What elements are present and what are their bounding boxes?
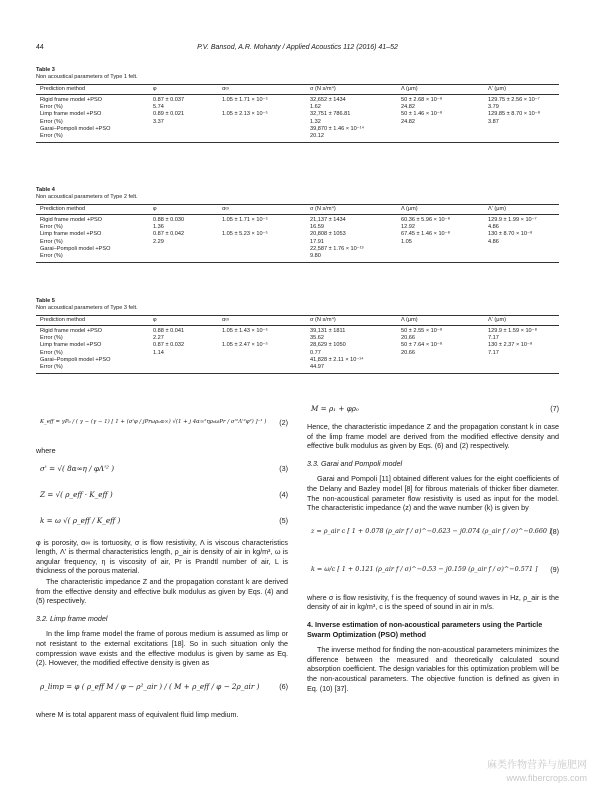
table-cell: 39,131 ± 1811 xyxy=(310,328,346,334)
equation-7 xyxy=(307,404,559,418)
table-cell: 17.91 xyxy=(310,238,324,245)
table-cell: 5.74 xyxy=(153,104,164,111)
equation-number: (7) xyxy=(550,404,559,413)
col-header-thermal-length: Λ' (μm) xyxy=(488,206,506,212)
table-row xyxy=(36,357,559,364)
table-cell: 44.97 xyxy=(310,363,324,370)
paragraph-impedance: The characteristic impedance Z and the propagation constant k are derived from the effective density and effective bulk modulus as given by Eqs. (4) and (5) respectively. xyxy=(36,576,288,606)
table-row xyxy=(36,253,559,260)
table-cell: 39,870 ± 1.46 × 10⁻¹⁴ xyxy=(310,125,364,132)
table-cell: 9.80 xyxy=(310,252,321,259)
table-cell: 1.05 ± 2.47 × 10⁻⁵ xyxy=(222,342,268,349)
table-row xyxy=(36,119,559,126)
paragraph-limp-derivation: Hence, the characteristic impedance Z and the propagation constant k in case of the limp frame model are derived from the modified effective density and effective bulk modulus as given by Eqs. (6) and (2) respectively. xyxy=(307,422,559,451)
table-cell: 50 ± 1.46 × 10⁻⁸ xyxy=(401,111,443,118)
col-header-tortuosity: α∞ xyxy=(222,317,230,323)
equation-body: z = ρ_air c [ 1 + 0.078 (ρ_air f / σ)^−0.623 − j0.074 (ρ_air f / σ)^−0.660 ] xyxy=(311,526,552,535)
equation-2 xyxy=(36,408,288,442)
left-column xyxy=(36,404,288,720)
table-cell: 35.62 xyxy=(310,335,324,342)
table-4 xyxy=(36,187,559,263)
table-cell: 22,587 ± 1.76 × 10⁻¹³ xyxy=(310,245,364,252)
equation-body: k = ω/c [ 1 + 0.121 (ρ_air f / σ)^−0.53 − j0.159 (ρ_air f / σ)^−0.571 ] xyxy=(311,564,538,573)
table-cell: 50 ± 2.55 × 10⁻⁸ xyxy=(401,328,443,334)
equation-body: ρ_limp = φ ( ρ_eff M / φ − ρ²_air ) / ( M + ρ_eff / φ − 2ρ_air ) xyxy=(40,681,260,691)
table-row xyxy=(36,239,559,246)
table-header-row xyxy=(36,84,559,95)
table-title: Non acoustical parameters of Type 2 felt. xyxy=(36,194,138,200)
equation-4 xyxy=(36,486,288,508)
equation-body: σ' = √( 8α∞η / φΛ'² ) xyxy=(40,463,115,473)
section-heading-4: 4. Inverse estimation of non-acoustical parameters using the Particle Swarm Optimization (PSO) method xyxy=(307,619,543,639)
col-header-porosity: φ xyxy=(153,206,157,212)
section-heading-3-2: 3.2. Limp frame model xyxy=(36,613,108,623)
table-cell: 1.05 ± 1.71 × 10⁻⁵ xyxy=(222,97,268,103)
equation-number: (2) xyxy=(279,418,288,427)
table-cell: 129.85 ± 8.70 × 10⁻⁸ xyxy=(488,111,541,118)
table-cell: 129.9 ± 1.59 × 10⁻⁸ xyxy=(488,328,537,334)
table-cell: 50 ± 7.64 × 10⁻⁸ xyxy=(401,342,443,349)
table-cell: 0.88 ± 0.030 xyxy=(153,217,185,223)
table-cell: 1.05 ± 1.71 × 10⁻⁵ xyxy=(222,217,268,223)
table-cell: 16.59 xyxy=(310,224,324,231)
paragraph-symbols: φ is porosity, α∞ is tortuosity, σ is flow resistivity, Λ is viscous characteristics length, Λ' is thermal characteristics length, ρ_air is density of air in kg/m³, ω is angular frequency, η is viscosity of air, Pr is Prandtl number of air, L is thickness of the porous material. xyxy=(36,537,288,576)
col-header-method: Prediction method xyxy=(40,206,86,212)
table-cell: 3.79 xyxy=(488,104,499,111)
watermark-url: www.fibercrops.com xyxy=(506,773,587,783)
table-header-row xyxy=(36,204,559,215)
table-cell: 50 ± 2.68 × 10⁻⁸ xyxy=(401,97,443,103)
table-cell: 32,652 ± 1434 xyxy=(310,97,346,103)
table-cell: Error (%) xyxy=(40,104,63,111)
table-cell: 28,629 ± 1050 xyxy=(310,342,346,349)
table-cell: Error (%) xyxy=(40,349,63,356)
table-body xyxy=(36,95,559,143)
table-row xyxy=(36,217,559,224)
table-title: Non acoustical parameters of Type 1 felt. xyxy=(36,74,138,80)
table-row xyxy=(36,126,559,133)
table-cell: 2.27 xyxy=(153,335,164,342)
table-cell: Garai–Pompoli model +PSO xyxy=(40,245,111,252)
equation-3 xyxy=(36,460,288,482)
equation-number: (5) xyxy=(279,515,288,525)
paragraph-inverse-method: The inverse method for finding the non-acoustical parameters minimizes the difference between the measured and theoretically calculated sound absorption coefficient. The design variables for this optimization problem will be the non-acoustical parameters. The objective function is defined as given in Eq. (10) [37]. xyxy=(307,645,559,693)
table-3 xyxy=(36,67,559,143)
table-cell: 1.32 xyxy=(310,118,321,125)
table-cell: 0.87 ± 0.037 xyxy=(153,97,185,103)
table-row xyxy=(36,364,559,371)
table-cell: Limp frame model +PSO xyxy=(40,342,102,349)
equation-number: (4) xyxy=(279,489,288,499)
table-cell: 129.75 ± 2.56 × 10⁻⁷ xyxy=(488,97,540,103)
table-cell: 3.37 xyxy=(153,118,164,125)
table-cell: Garai–Pompoli model +PSO xyxy=(40,356,111,363)
table-cell: 4.86 xyxy=(488,224,499,231)
equation-number: (3) xyxy=(279,463,288,473)
table-header-row xyxy=(36,315,559,326)
table-label: Table 4 xyxy=(36,187,55,193)
table-cell: Error (%) xyxy=(40,224,63,231)
equation-6 xyxy=(36,672,288,706)
table-row xyxy=(36,133,559,140)
where-label: where xyxy=(36,446,56,455)
table-cell: 0.89 ± 0.021 xyxy=(153,111,185,118)
col-header-thermal-length: Λ' (μm) xyxy=(488,317,506,323)
table-cell: 67.45 ± 1.46 × 10⁻⁸ xyxy=(401,231,450,238)
col-header-tortuosity: α∞ xyxy=(222,86,230,92)
table-row xyxy=(36,350,559,357)
table-cell: Limp frame model +PSO xyxy=(40,231,102,238)
table-cell: 0.77 xyxy=(310,349,321,356)
equation-number: (6) xyxy=(279,681,288,691)
table-cell: 1.14 xyxy=(153,349,164,356)
table-cell: 60.36 ± 5.96 × 10⁻⁸ xyxy=(401,217,450,223)
table-cell: 41,828 ± 2.11 × 10⁻¹⁴ xyxy=(310,356,364,363)
paragraph-garai-pompoli: Garai and Pompoli [11] obtained different values for the eight coefficients of the Delany and Bazley model [8] for fibrous materials of thicker fiber diameter. The non-acoustical parameter flow resistivity is used as input for the model. The characteristic impedance (z) and the wave number (k) is given by xyxy=(307,474,559,513)
paragraph-limp-frame: In the limp frame model the frame of porous medium is assumed as limp or not resistant to the external excitations [18]. So in such situation only the compression wave exists and the effective modulus is given by same as Eq. (2). However, the modified effective density is given as xyxy=(36,629,288,668)
paragraph-symbols-gp: where σ is flow resistivity, f is the frequency of sound waves in Hz, ρ_air is the density of air in kg/m³, c is the speed of sound in air in m/s. xyxy=(307,592,559,612)
col-header-thermal-length: Λ' (μm) xyxy=(488,86,506,92)
table-cell: Error (%) xyxy=(40,238,63,245)
col-header-method: Prediction method xyxy=(40,317,86,323)
equation-9 xyxy=(307,555,559,589)
table-cell: 32,751 ± 786.81 xyxy=(310,111,351,118)
col-header-porosity: φ xyxy=(153,86,157,92)
table-cell: Limp frame model +PSO xyxy=(40,111,102,118)
equation-body: M = ρ₁ + φρ₀ xyxy=(311,404,359,413)
page-header xyxy=(36,44,559,56)
table-cell: Error (%) xyxy=(40,363,63,370)
table-cell: 1.05 ± 2.13 × 10⁻⁵ xyxy=(222,111,268,118)
table-cell: 24.82 xyxy=(401,104,415,111)
table-cell: Rigid frame model +PSO xyxy=(40,97,103,103)
col-header-viscous-length: Λ (μm) xyxy=(401,206,418,212)
table-cell: 1.05 ± 1.43 × 10⁻⁵ xyxy=(222,328,268,334)
col-header-viscous-length: Λ (μm) xyxy=(401,86,418,92)
table-cell: 0.87 ± 0.042 xyxy=(153,231,185,238)
table-row xyxy=(36,111,559,118)
table-cell: Error (%) xyxy=(40,132,63,139)
table-cell: Error (%) xyxy=(40,118,63,125)
table-cell: Rigid frame model +PSO xyxy=(40,217,103,223)
table-row xyxy=(36,246,559,253)
table-cell: 129.9 ± 1.99 × 10⁻⁷ xyxy=(488,217,537,223)
table-label: Table 3 xyxy=(36,67,55,73)
table-cell: 7.17 xyxy=(488,335,499,342)
table-row xyxy=(36,231,559,238)
table-cell: 1.62 xyxy=(310,104,321,111)
equation-body: K_eff = γP₀ / ( γ − (γ − 1) [ 1 + (σ'φ / jPrωρ₀α∞) √(1 + j 4α∞²ηρ₀ωPr / σ'²Λ'²φ²) ]⁻¹ ) xyxy=(40,419,267,425)
table-cell: 3.87 xyxy=(488,118,499,125)
table-cell: Error (%) xyxy=(40,252,63,259)
table-cell: 2.29 xyxy=(153,238,164,245)
equation-8 xyxy=(307,517,559,551)
watermark-text: 麻类作物营养与施肥网 xyxy=(487,760,587,771)
table-cell: 7.17 xyxy=(488,349,499,356)
col-header-porosity: φ xyxy=(153,317,157,323)
page-number: 44 xyxy=(36,44,44,51)
col-header-method: Prediction method xyxy=(40,86,86,92)
table-row xyxy=(36,335,559,342)
col-header-resistivity: σ (N s/m⁴) xyxy=(310,317,336,323)
table-cell: 130 ± 8.70 × 10⁻⁸ xyxy=(488,231,533,238)
section-heading-3-3: 3.3. Garai and Pompoli model xyxy=(307,458,403,468)
paragraph-apparent-mass: where M is total apparent mass of equivalent fluid limp medium. xyxy=(36,709,239,719)
table-cell: 4.86 xyxy=(488,238,499,245)
table-cell: 0.88 ± 0.041 xyxy=(153,328,185,334)
col-header-viscous-length: Λ (μm) xyxy=(401,317,418,323)
table-cell: 20,808 ± 1053 xyxy=(310,231,346,238)
col-header-resistivity: σ (N s/m⁴) xyxy=(310,86,336,92)
equation-number: (9) xyxy=(550,564,559,574)
table-5 xyxy=(36,298,559,374)
table-cell: 1.05 xyxy=(401,238,412,245)
table-cell: 0.87 ± 0.032 xyxy=(153,342,185,349)
table-cell: 20.12 xyxy=(310,132,324,139)
table-cell: 21,137 ± 1434 xyxy=(310,217,346,223)
table-cell: 12.92 xyxy=(401,224,415,231)
table-row xyxy=(36,328,559,335)
table-label: Table 5 xyxy=(36,298,55,304)
right-column xyxy=(307,404,559,694)
table-row xyxy=(36,104,559,111)
table-row xyxy=(36,342,559,349)
table-row xyxy=(36,224,559,231)
table-cell: 130 ± 2.37 × 10⁻⁸ xyxy=(488,342,533,349)
table-row xyxy=(36,97,559,104)
running-head: P.V. Bansod, A.R. Mohanty / Applied Acoustics 112 (2016) 41–52 xyxy=(197,44,398,51)
equation-5 xyxy=(36,512,288,534)
table-title: Non acoustical parameters of Type 3 felt. xyxy=(36,305,138,311)
table-cell: 1.05 ± 5.23 × 10⁻⁵ xyxy=(222,231,268,238)
table-body xyxy=(36,215,559,263)
col-header-tortuosity: α∞ xyxy=(222,206,230,212)
table-cell: 20.66 xyxy=(401,335,415,342)
table-cell: Rigid frame model +PSO xyxy=(40,328,103,334)
table-body xyxy=(36,326,559,374)
equation-body: Z = √( ρ_eff · K_eff ) xyxy=(40,489,113,499)
table-cell: 20.66 xyxy=(401,349,415,356)
col-header-resistivity: σ (N s/m⁴) xyxy=(310,206,336,212)
table-cell: 24.82 xyxy=(401,118,415,125)
table-cell: 1.36 xyxy=(153,224,164,231)
equation-number: (8) xyxy=(550,526,559,536)
table-cell: Garai–Pompoli model +PSO xyxy=(40,125,111,132)
equation-body: k = ω √( ρ_eff / K_eff ) xyxy=(40,515,121,525)
table-cell: Error (%) xyxy=(40,335,63,342)
